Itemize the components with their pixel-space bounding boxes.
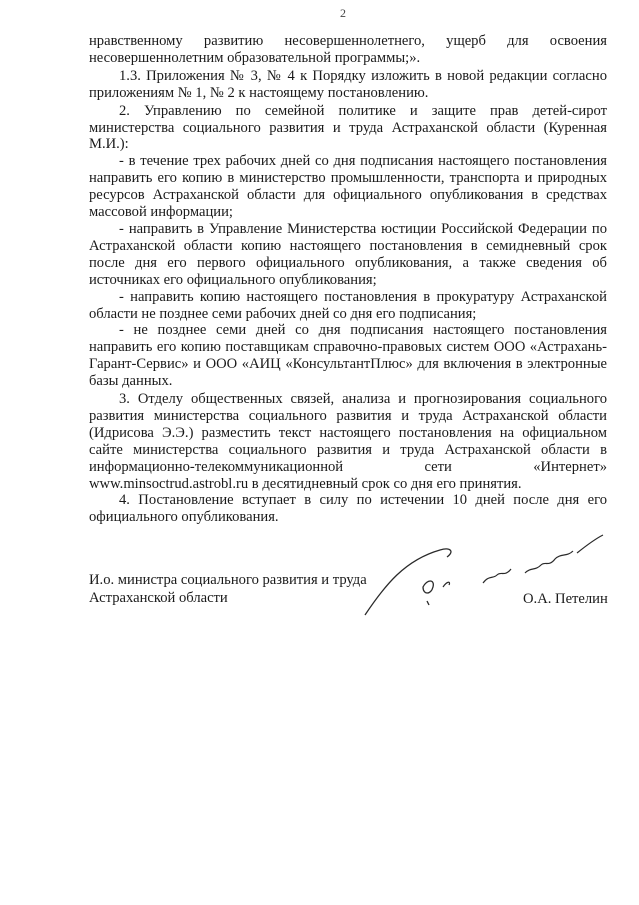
signatory-name: О.А. Петелин: [523, 591, 608, 607]
paragraph-2-item-1: - в течение трех рабочих дней со дня подписания настоящего постановления направить его копию в министерство промышленности, транспорта и природных ресурсов Астраханской области для официального опубликования в средствах массовой информации;: [89, 153, 607, 221]
document-body: [89, 33, 607, 526]
paragraph-2-item-2: - направить в Управление Министерства юстиции Российской Федерации по Астраханской области копию настоящего постановления в семидневный срок после дня его первого официального опубликования, а также сведения об источниках его официального опубликования;: [89, 220, 607, 288]
paragraph-3: 3. Отделу общественных связей, анализа и прогнозирования социального развития министерства социального развития и труда Астраханской области (Идрисова Э.Э.) разместить текст настоящего постановления на официальном сайте министерства социального развития и труда Астраханской области в информационно-телекоммуникационной сети «Интернет» www.minsoctrud.astrobl.ru в десятидневный срок со дня его принятия.: [89, 391, 607, 492]
paragraph-2: 2. Управлению по семейной политике и защите прав детей-сирот министерства социального развития и труда Астраханской области (Куренная М.И.):: [89, 102, 607, 153]
paragraph-2-item-3: - направить копию настоящего постановления в прокуратуру Астраханской области не позднее семи рабочих дней со дня его подписания;: [89, 288, 607, 322]
paragraph-2-item-4: - не позднее семи дней со дня подписания настоящего постановления направить его копию поставщикам справочно-правовых систем ООО «Астрахань-Гарант-Сервис» и ООО «АИЦ «КонсультантПлюс» для включения в электронные базы данных.: [89, 322, 607, 390]
page-number: 2: [340, 6, 346, 20]
paragraph-1-3: 1.3. Приложения № 3, № 4 к Порядку изложить в новой редакции согласно приложениям № 1, № 2 к настоящему постановлению.: [89, 67, 607, 101]
signatory-position: [89, 571, 367, 607]
paragraph-continuation: нравственному развитию несовершеннолетнего, ущерб для освоения несовершеннолетним образовательной программы;».: [89, 33, 607, 66]
signatory-position-line-2: Астраханской области: [89, 590, 228, 606]
signatory-position-line-1: И.о. министра социального развития и труда: [89, 572, 367, 588]
paragraph-4: 4. Постановление вступает в силу по истечении 10 дней после дня его официального опубликования.: [89, 492, 607, 526]
handwritten-signature: [355, 525, 615, 625]
